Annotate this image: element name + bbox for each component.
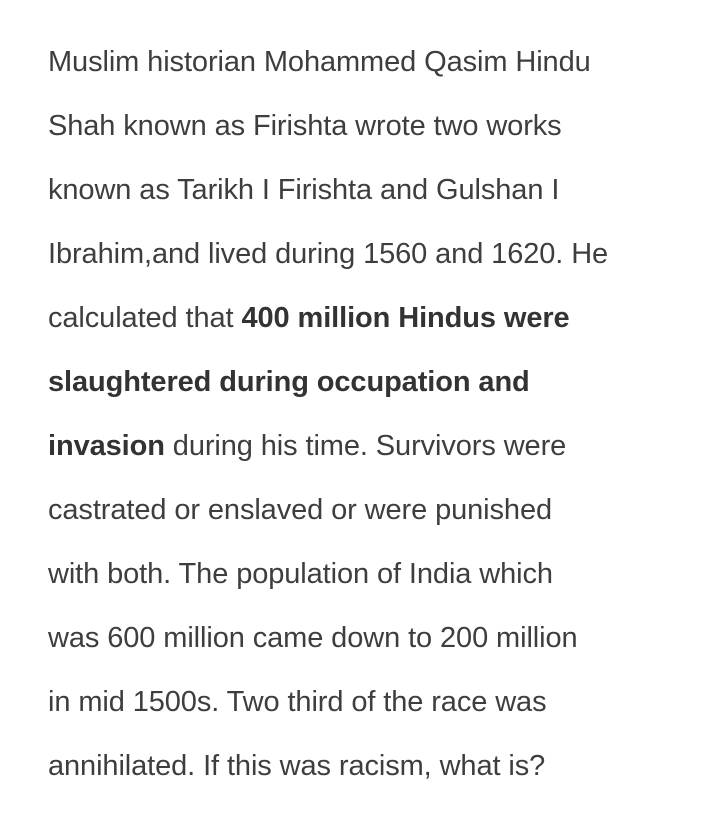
- text-run: calculated that: [48, 302, 242, 334]
- text-run: with both. The population of India which: [48, 558, 553, 590]
- text-line: [48, 542, 688, 606]
- text-line: [48, 30, 688, 94]
- bold-emphasis: invasion: [48, 430, 165, 462]
- text-line: [48, 734, 688, 798]
- text-run: Shah known as Firishta wrote two works: [48, 110, 562, 142]
- text-line: [48, 286, 688, 350]
- text-run: known as Tarikh I Firishta and Gulshan I: [48, 174, 560, 206]
- text-line: [48, 478, 688, 542]
- text-line: [48, 670, 688, 734]
- text-line: [48, 414, 688, 478]
- text-line: [48, 350, 688, 414]
- text-run: was 600 million came down to 200 million: [48, 622, 578, 654]
- text-line: [48, 606, 688, 670]
- text-run: Ibrahim,and lived during 1560 and 1620. He: [48, 238, 609, 270]
- text-line: [48, 94, 688, 158]
- bold-emphasis: 400 million Hindus were: [241, 302, 570, 334]
- text-run: annihilated. If this was racism, what is?: [48, 750, 546, 782]
- text-run: Muslim historian Mohammed Qasim Hindu: [48, 46, 591, 78]
- text-line: [48, 158, 688, 222]
- text-run: in mid 1500s. Two third of the race was: [48, 686, 547, 718]
- text-run: castrated or enslaved or were punished: [48, 494, 552, 526]
- text-run: during his time. Survivors were: [164, 430, 567, 462]
- bold-emphasis: slaughtered during occupation and: [48, 366, 530, 398]
- text-line: [48, 222, 688, 286]
- article-paragraph: [48, 30, 688, 798]
